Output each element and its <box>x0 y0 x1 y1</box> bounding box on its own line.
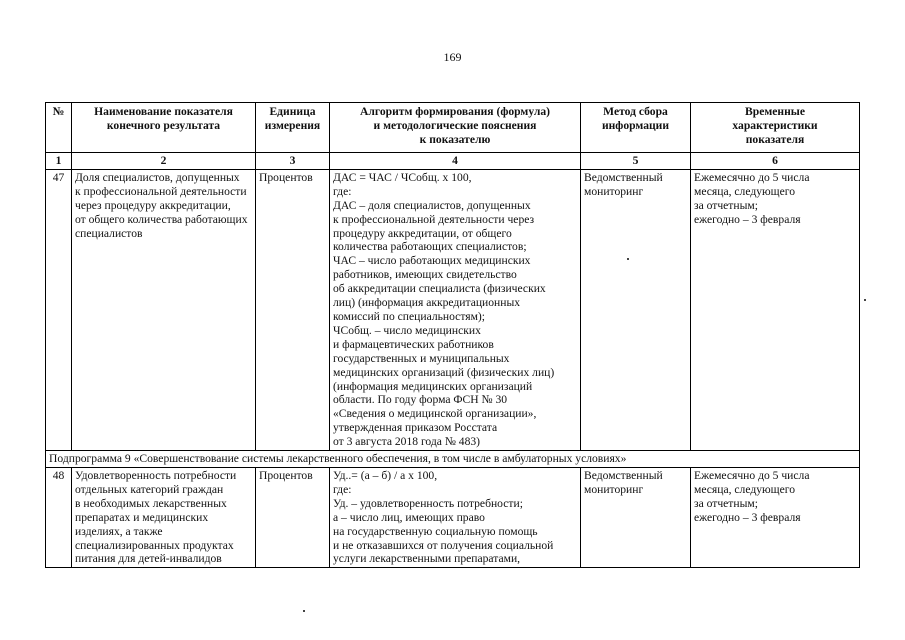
timing: Ежемесячно до 5 числа месяца, следующего за отчетным; ежегодно – 3 февраля <box>691 468 860 568</box>
header-collection-method: Метод сбора информации <box>581 103 691 153</box>
indicator-name: Доля специалистов, допущенных к профессиональной деятельности через процедуру аккредитации, от общего количества работающих специалистов <box>72 169 256 450</box>
table-header-row <box>46 103 860 153</box>
unit: Процентов <box>256 468 330 568</box>
table-row <box>46 468 860 568</box>
column-number: 5 <box>581 153 691 170</box>
algorithm: ДАС = ЧАС / ЧСобщ. х 100, где: ДАС – доля специалистов, допущенных к профессиональной деятельности через процедуру аккредитации, от общего количества работающих специалистов; ЧАС – число работающих медицинских работников, имеющих свидетельство об аккредитации специалиста (физических лиц) (информация аккредитационных комиссий по специальностям); ЧСобщ. – число медицинских и фармацевтических работников государственных и муниципальных медицинских организаций (физических лиц) (информация медицинских организаций области. По году форма ФСН № 30 «Сведения о медицинской организации», утвержденная приказом Росстата от 3 августа 2018 года № 483) <box>330 169 581 450</box>
scan-speck <box>627 258 629 260</box>
indicator-name: Удовлетворенность потребности отдельных категорий граждан в необходимых лекарственных препаратах и медицинских изделиях, а также специализированных продуктах питания для детей-инвалидов <box>72 468 256 568</box>
header-timing: Временные характеристики показателя <box>691 103 860 153</box>
subprogram-row <box>46 451 860 468</box>
column-number: 4 <box>330 153 581 170</box>
row-number: 47 <box>46 169 72 450</box>
header-unit: Единица измерения <box>256 103 330 153</box>
header-number: № <box>46 103 72 153</box>
scan-speck <box>864 299 866 301</box>
indicators-table <box>45 102 860 568</box>
column-number: 1 <box>46 153 72 170</box>
algorithm: Уд..= (а – б) / а х 100, где: Уд. – удовлетворенность потребности; а – число лиц, имеющих право на государственную социальную помощь и не отказавшихся от получения социальной услуги лекарственными препаратами, <box>330 468 581 568</box>
collection-method: Ведомственный мониторинг <box>581 169 691 450</box>
timing: Ежемесячно до 5 числа месяца, следующего за отчетным; ежегодно – 3 февраля <box>691 169 860 450</box>
header-indicator-name: Наименование показателя конечного результата <box>72 103 256 153</box>
unit: Процентов <box>256 169 330 450</box>
table-row <box>46 169 860 450</box>
header-algorithm: Алгоритм формирования (формула) и методологические пояснения к показателю <box>330 103 581 153</box>
scan-speck <box>303 610 305 612</box>
column-number: 3 <box>256 153 330 170</box>
collection-method: Ведомственный мониторинг <box>581 468 691 568</box>
column-number: 2 <box>72 153 256 170</box>
subprogram-title: Подпрограмма 9 «Совершенствование системы лекарственного обеспечения, в том числе в амбулаторных условиях» <box>46 451 860 468</box>
column-numbers-row <box>46 153 860 170</box>
row-number: 48 <box>46 468 72 568</box>
page-number: 169 <box>443 50 462 64</box>
column-number: 6 <box>691 153 860 170</box>
